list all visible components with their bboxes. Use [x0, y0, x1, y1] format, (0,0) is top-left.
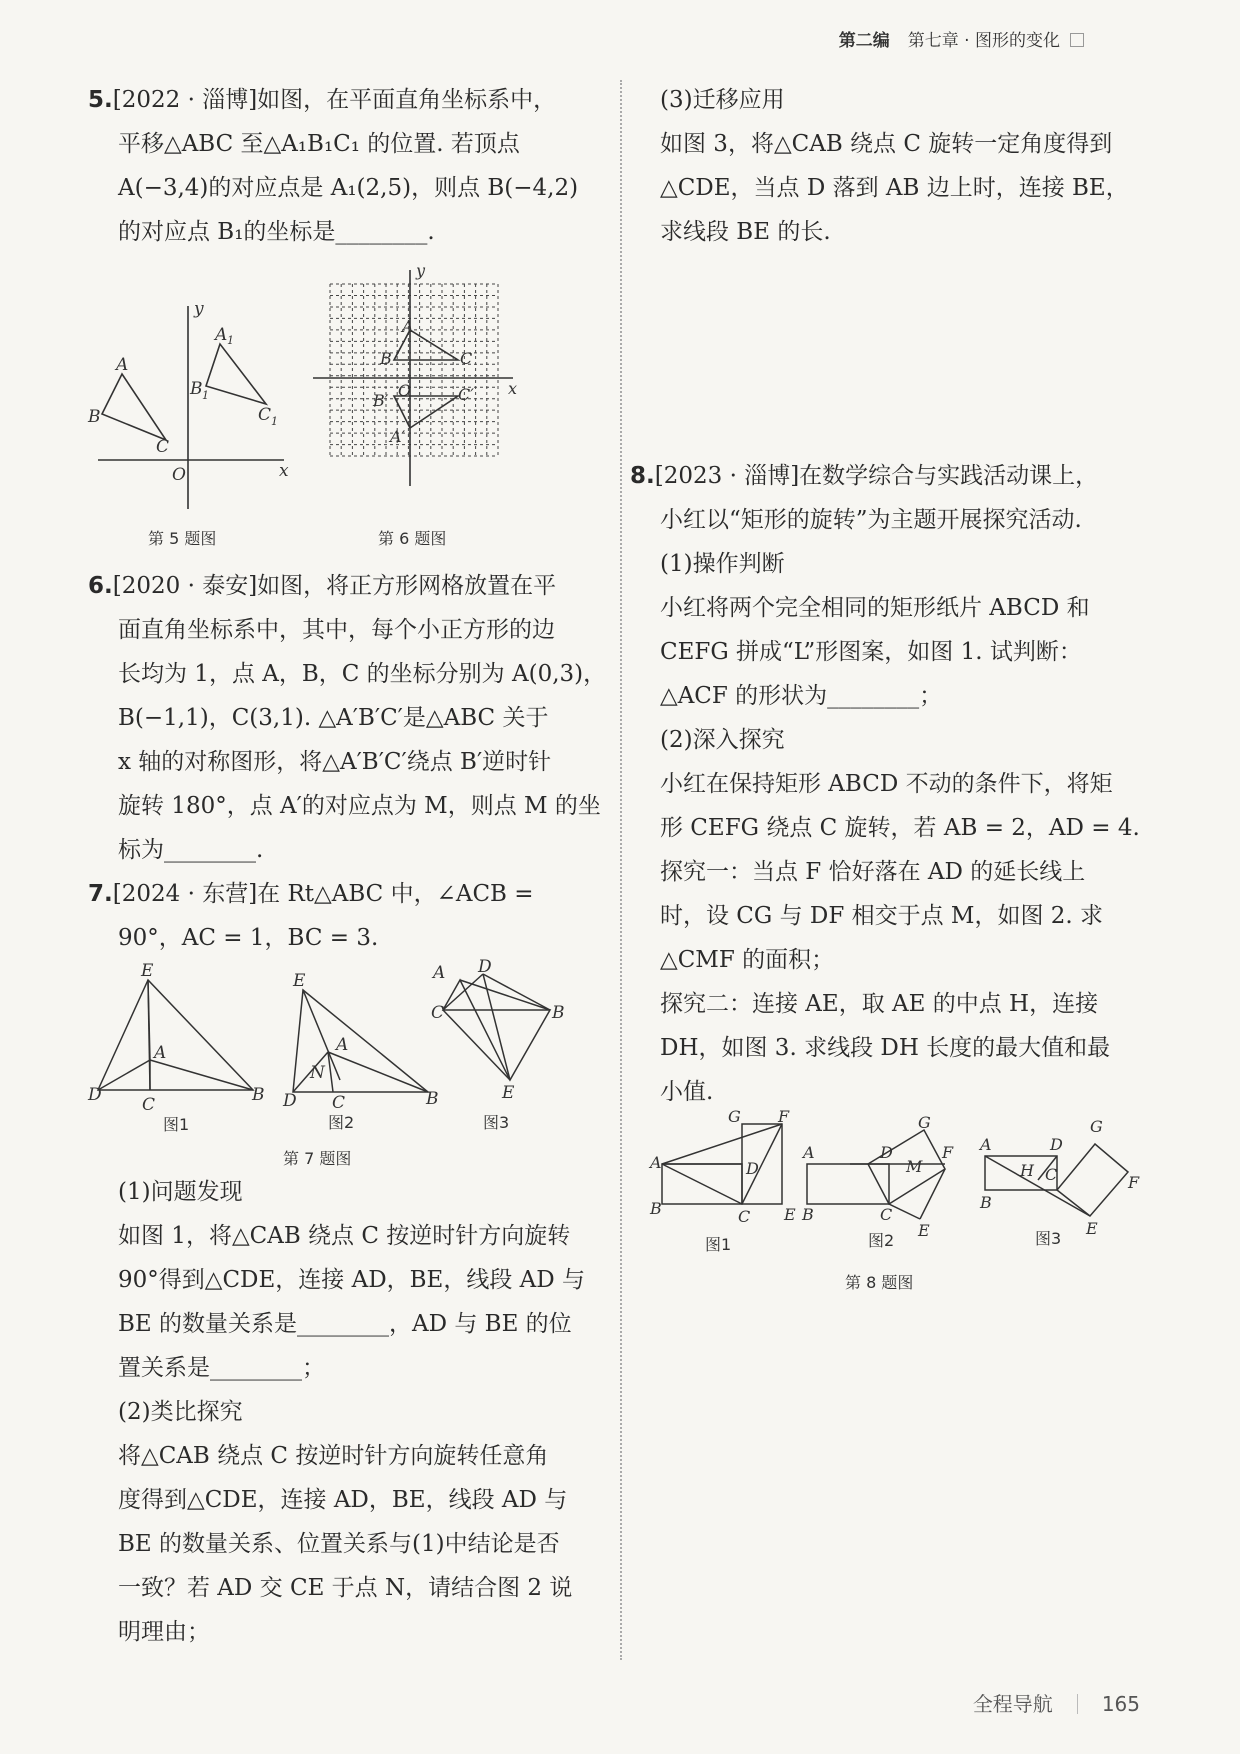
footer-divider	[1077, 1694, 1078, 1714]
svg-text:A: A	[433, 963, 446, 983]
svg-text:D: D	[283, 1091, 297, 1111]
page-number: 165	[1101, 1692, 1140, 1716]
svg-text:1: 1	[202, 389, 209, 402]
svg-text:B: B	[552, 1003, 565, 1023]
svg-text:A: A	[116, 355, 129, 375]
svg-text:1: 1	[271, 415, 278, 428]
svg-text:F: F	[942, 1143, 954, 1162]
svg-text:B: B	[88, 407, 101, 427]
svg-text:N: N	[310, 1063, 325, 1083]
question-8	[630, 454, 1140, 1114]
svg-text:B: B	[252, 1085, 265, 1105]
svg-text:C: C	[332, 1093, 346, 1113]
q5-line: [2022 · 淄博]如图，在平面直角坐标系中，	[112, 87, 557, 113]
q6-line: 面直角坐标系中，其中，每个小正方形的边	[118, 617, 555, 643]
header-part: 第二编	[838, 31, 890, 51]
svg-text:D: D	[478, 957, 492, 977]
figure-7-caption: 第 7 题图	[283, 1149, 352, 1168]
svg-text:A′: A′	[390, 427, 406, 446]
fig8-3-rect2	[1057, 1144, 1128, 1216]
svg-text:E: E	[141, 961, 154, 981]
q8-part2-line: 探究一：当点 F 恰好落在 AD 的延长线上	[660, 859, 1086, 885]
question-number: 7.	[88, 881, 113, 907]
svg-text:y: y	[194, 299, 204, 319]
figures-8	[650, 1107, 1140, 1314]
q7-part3-line: △CDE，当点 D 落到 AB 边上时，连接 BE，	[660, 175, 1129, 201]
svg-text:A: A	[154, 1043, 167, 1063]
q7-part3-line: 如图 3，将△CAB 绕点 C 旋转一定角度得到	[660, 131, 1113, 157]
figures-5-6	[88, 254, 598, 564]
svg-text:C: C	[1045, 1165, 1058, 1184]
q8-part2-title: (2)深入探究	[660, 727, 785, 753]
figure-8-labels	[648, 1107, 1140, 1240]
fig7-label-1: 图1	[163, 1115, 190, 1134]
header-chapter: 第七章 · 图形的变化	[907, 31, 1060, 51]
q7-part2-line: 将△CAB 绕点 C 按逆时针方向旋转任意角	[118, 1443, 549, 1469]
q7-part3-line: 求线段 BE 的长.	[660, 219, 831, 245]
svg-text:B: B	[380, 349, 392, 368]
svg-text:A: A	[215, 325, 228, 345]
q7-part2-line: 明理由；	[118, 1619, 210, 1645]
figure-8-caption: 第 8 题图	[845, 1273, 914, 1292]
q8-part2-line: 小值.	[660, 1079, 714, 1105]
q7-part1-line: 置关系是________；	[118, 1355, 325, 1381]
svg-text:A: A	[650, 1153, 662, 1172]
svg-text:F: F	[1128, 1173, 1140, 1192]
svg-text:A: A	[803, 1143, 815, 1162]
svg-text:E: E	[918, 1221, 930, 1240]
svg-text:D: D	[880, 1143, 893, 1162]
svg-text:B: B	[650, 1199, 662, 1218]
q7-line: [2024 · 东营]在 Rt△ABC 中，∠ACB =	[112, 881, 534, 907]
right-column	[630, 78, 1140, 1314]
q8-part1-line: △ACF 的形状为________；	[660, 683, 943, 709]
question-5	[88, 78, 598, 254]
fig7-label-2: 图2	[328, 1113, 355, 1132]
svg-text:B: B	[980, 1193, 992, 1212]
q6-line: [2020 · 泰安]如图，将正方形网格放置在平	[112, 573, 557, 599]
fig8-label-1: 图1	[705, 1235, 732, 1254]
q5-line: 平移△ABC 至△A₁B₁C₁ 的位置. 若顶点	[118, 131, 520, 157]
q7-part2-title: (2)类比探究	[118, 1399, 243, 1425]
page-footer	[973, 1688, 1140, 1717]
svg-text:y: y	[416, 261, 426, 280]
question-number: 6.	[88, 573, 113, 599]
svg-text:B: B	[802, 1205, 814, 1224]
q7-part1-line: BE 的数量关系是________，AD 与 BE 的位	[118, 1311, 572, 1337]
question-7-part3	[660, 78, 1140, 254]
svg-text:H: H	[1020, 1161, 1034, 1180]
q8-part1-line: 小红将两个完全相同的矩形纸片 ABCD 和	[660, 595, 1090, 621]
page-header	[839, 26, 1084, 51]
question-6	[88, 564, 607, 872]
svg-text:E: E	[293, 971, 306, 991]
svg-text:G: G	[1090, 1117, 1103, 1136]
svg-text:D: D	[746, 1159, 759, 1178]
svg-text:C: C	[460, 349, 473, 368]
svg-text:C: C	[880, 1205, 893, 1224]
svg-text:F: F	[778, 1107, 790, 1126]
svg-text:A: A	[336, 1035, 349, 1055]
question-number: 8.	[630, 463, 655, 489]
figure-6-caption: 第 6 题图	[378, 529, 447, 548]
svg-text:O: O	[398, 381, 412, 400]
q6-line: 旋转 180°，点 A′的对应点为 M，则点 M 的坐	[118, 793, 601, 819]
fig7-label-3: 图3	[483, 1113, 510, 1132]
figure-6	[313, 270, 513, 486]
svg-text:D: D	[1050, 1135, 1063, 1154]
svg-text:B: B	[190, 379, 203, 399]
svg-text:B′: B′	[373, 391, 389, 410]
figures-7	[88, 957, 598, 1170]
q8-part2-line: DH，如图 3. 求线段 DH 长度的最大值和最	[660, 1035, 1111, 1061]
svg-text:G: G	[728, 1107, 741, 1126]
svg-text:C: C	[142, 1095, 156, 1115]
svg-text:E: E	[784, 1205, 796, 1224]
q8-part2-line: △CMF 的面积；	[660, 947, 835, 973]
q8-part2-line: 小红在保持矩形 ABCD 不动的条件下，将矩	[660, 771, 1113, 797]
svg-text:x: x	[279, 461, 289, 481]
figure-6-grid	[330, 284, 498, 456]
svg-text:1: 1	[227, 334, 234, 347]
svg-text:B: B	[426, 1089, 439, 1109]
figure-5	[98, 306, 284, 509]
q5-line: A(−3,4)的对应点是 A₁(2,5)，则点 B(−4,2)	[118, 175, 579, 201]
q6-line: 长均为 1，点 A，B，C 的坐标分别为 A(0,3)，	[118, 661, 607, 687]
fig7-1-outer	[98, 980, 253, 1090]
q7-part3-title: (3)迁移应用	[660, 87, 785, 113]
q8-part1-line: CEFG 拼成“L”形图案，如图 1. 试判断：	[660, 639, 1082, 665]
q8-line: [2023 · 淄博]在数学综合与实践活动课上，	[654, 463, 1099, 489]
svg-text:A: A	[980, 1135, 992, 1154]
checkbox-icon	[1070, 33, 1084, 47]
svg-text:O: O	[172, 465, 186, 485]
q7-part2-line: 度得到△CDE，连接 AD，BE，线段 AD 与	[118, 1487, 568, 1513]
svg-text:C: C	[738, 1207, 751, 1226]
svg-text:D: D	[88, 1085, 102, 1105]
figure-5-caption: 第 5 题图	[148, 529, 217, 548]
q7-part1-title: (1)问题发现	[118, 1179, 243, 1205]
left-column	[88, 78, 607, 1654]
q6-line: B(−1,1)，C(3,1). △A′B′C′是△ABC 关于	[118, 705, 549, 731]
q7-line: 90°，AC = 1，BC = 3.	[118, 925, 379, 951]
question-7	[88, 872, 598, 960]
q7-part1-line: 90°得到△CDE，连接 AD，BE，线段 AD 与	[118, 1267, 586, 1293]
q8-part2-line: 时，设 CG 与 DF 相交于点 M，如图 2. 求	[660, 903, 1104, 929]
svg-text:M: M	[906, 1157, 923, 1176]
answer-space	[660, 254, 1140, 454]
question-number: 5.	[88, 87, 113, 113]
svg-text:x: x	[508, 379, 518, 398]
svg-text:C′: C′	[458, 385, 474, 404]
q8-part2-line: 探究二：连接 AE，取 AE 的中点 H，连接	[660, 991, 1099, 1017]
svg-text:G: G	[918, 1113, 931, 1132]
figure-6-labels	[372, 261, 517, 446]
footer-book: 全程导航	[972, 1692, 1053, 1716]
svg-text:E: E	[502, 1083, 515, 1103]
question-7-parts	[88, 1170, 598, 1654]
q6-line: 标为________.	[118, 837, 264, 863]
svg-text:E: E	[1086, 1219, 1098, 1238]
column-divider	[620, 80, 622, 1660]
q8-part1-title: (1)操作判断	[660, 551, 785, 577]
q8-part2-line: 形 CEFG 绕点 C 旋转，若 AB = 2，AD = 4.	[660, 815, 1140, 841]
q5-line: 的对应点 B₁的坐标是________.	[118, 219, 435, 245]
q8-line: 小红以“矩形的旋转”为主题开展探究活动.	[660, 507, 1082, 533]
q7-part2-line: BE 的数量关系、位置关系与(1)中结论是否	[118, 1531, 560, 1557]
fig8-label-2: 图2	[868, 1231, 895, 1250]
svg-text:A: A	[402, 317, 414, 336]
svg-text:C: C	[156, 437, 170, 457]
svg-text:C: C	[431, 1003, 445, 1023]
svg-text:C: C	[258, 405, 272, 425]
q7-part2-line: 一致？若 AD 交 CE 于点 N，请结合图 2 说	[118, 1575, 573, 1601]
q6-line: x 轴的对称图形，将△A′B′C′绕点 B′逆时针	[118, 749, 552, 775]
fig8-label-3: 图3	[1035, 1229, 1062, 1248]
q7-part1-line: 如图 1，将△CAB 绕点 C 按逆时针方向旋转	[118, 1223, 571, 1249]
